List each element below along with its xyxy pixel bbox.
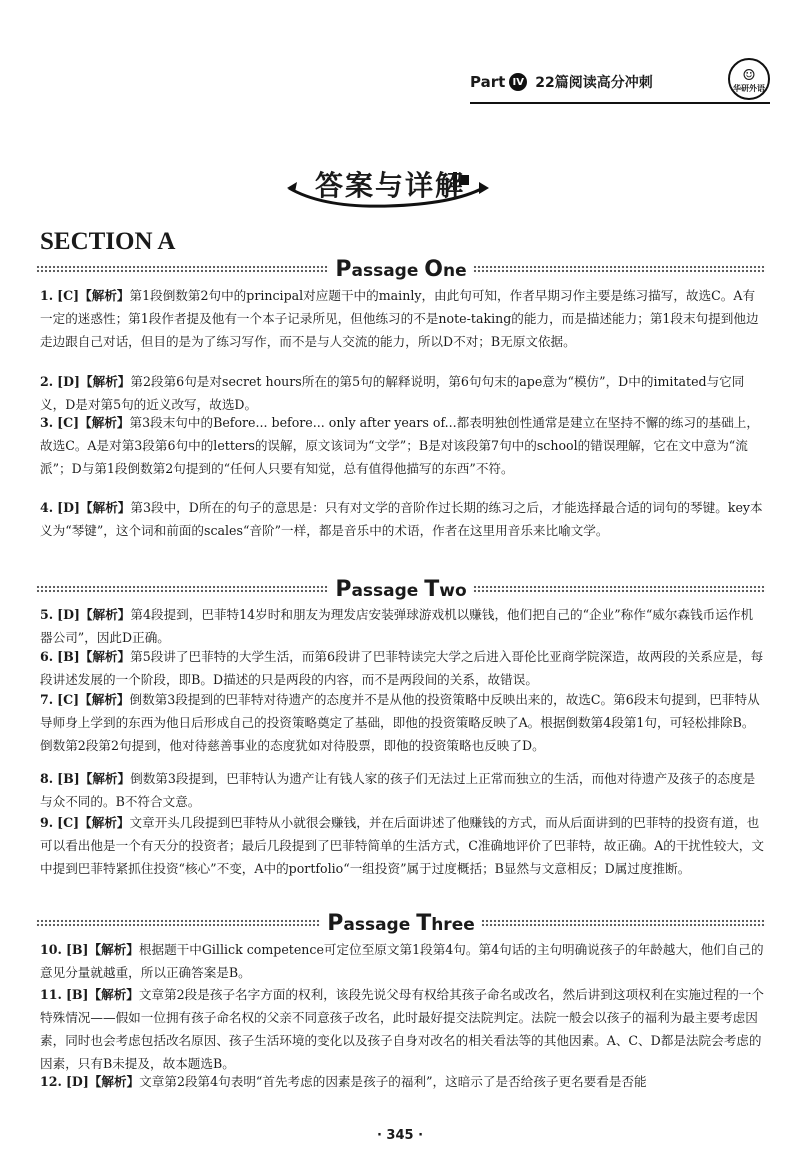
passage-divider-one xyxy=(36,258,766,280)
passage-divider-three xyxy=(36,912,766,934)
answer-item: 1. [C]【解析】第1段倒数第2句中的principal对应题干中的mainly，由此句可知，作者早期习作主要是练习描写，故选C。A有一定的迷惑性；第1段作者提及他有一个本子记录所见，但他练习的不是note-taking的能力，而是描述能力；第1段末句提到他边走边跟自己对话，但目的是为了练习写作，而不是与人交流的能力，所以D不对；B无原文依据。 xyxy=(40,288,759,349)
answer-item: 12. [D]【解析】文章第2段第4句表明“首先考虑的因素是孩子的福利”，这暗示了是否给孩子更名要看是否能 xyxy=(40,1074,647,1089)
answer-item: 10. [B]【解析】根据题干中Gillick competence可定位至原文第1段第4句。第4句话的主句明确说孩子的年龄越大，他们自己的意见分量就越重，所以正确答案是B。 xyxy=(40,942,764,980)
part-label: Part xyxy=(470,73,506,91)
passage-title: Passage Two xyxy=(335,576,467,602)
answer-item: 11. [B]【解析】文章第2段是孩子名字方面的权利，该段先说父母有权给其孩子命名或改名，然后讲到这项权利在实施过程的一个特殊情况——假如一位拥有孩子命名权的父亲不同意孩子改名，此时最好提交法院判定。法院一般会以孩子的福利为最主要考虑因素，同时也会考虑包括改名原因、孩子生活环境的变化以及孩子自身对改名的相关看法等的其他因素。A、C、D都是法院会考虑的因素，只有B未提及，故本题选B。 xyxy=(40,987,764,1071)
page-number: · 345 · xyxy=(376,1128,424,1143)
answer-item: 5. [D]【解析】第4段提到，巴菲特14岁时和朋友为理发店安装弹球游戏机以赚钱，他们把自己的“企业”称作“威尔森钱币运作机器公司”，因此D正确。 xyxy=(40,607,754,645)
answer-item: 6. [B]【解析】第5段讲了巴菲特的大学生活，而第6段讲了巴菲特读完大学之后进入哥伦比亚商学院深造，故两段的关系应是，每段讲述发展的一个阶段，即B。D描述的只是两段的内容，而不是两段间的关系，故错误。 xyxy=(40,649,764,687)
header-title: 22篇阅读高分冲刺 xyxy=(535,75,653,91)
answer-item: 3. [C]【解析】第3段末句中的Before... before... only after years of...都表明独创性通常是建立在坚持不懈的练习的基础上，故选C。A是对第3段第6句中的letters的误解，原文该词为“文学”；B是对该段第7句中的school的错误理解，它在文中意为“流派”；D与第1段倒数第2句提到的“任何人只要有知觉，总有值得他描写的东西”不符。 xyxy=(40,415,759,476)
answer-item: 8. [B]【解析】倒数第3段提到，巴菲特认为遗产让有钱人家的孩子们无法过上正常而独立的生活，而他对待遗产及孩子的态度是与众不同的。B不符合文意。 xyxy=(40,771,756,809)
publisher-logo xyxy=(728,58,770,100)
answer-item: 2. [D]【解析】第2段第6句是对secret hours所在的第5句的解释说明，第6句句末的ape意为“模仿”，D中的imitated与它同义，D是对第5句的近义改写，故选D。 xyxy=(40,374,745,412)
answer-item: 4. [D]【解析】第3段中，D所在的句子的意思是：只有对文学的音阶作过长期的练习之后，才能选择最合适的词句的琴键。key本义为“琴键”，这个词和前面的scales“音阶”一样，都是音乐中的术语，作者在这里用音乐来比喻文学。 xyxy=(40,500,763,538)
part-number-badge: IV xyxy=(509,73,527,91)
logo-text: 华研外语 xyxy=(733,84,765,93)
passage-title: Passage One xyxy=(335,256,467,282)
section-title: SECTION A xyxy=(40,228,176,255)
running-header xyxy=(470,62,770,104)
banner-title: 答案与详解 xyxy=(315,169,466,202)
passage-divider-two xyxy=(36,578,766,600)
answer-item: 9. [C]【解析】文章开头几段提到巴菲特从小就很会赚钱，并在后面讲述了他赚钱的方式，而从后面讲到的巴菲特的投资有道，也可以看出他是一个有天分的投资者；最后几段提到了巴菲特简单的生活方式，C准确地评价了巴菲特，故正确。A的干扰性较大，文中提到巴菲特紧抓住投资“核心”不变，A中的portfolio“一组投资”属于过度概括；B显然与文意相反；D属过度推断。 xyxy=(40,815,764,876)
frog-mascot-icon: ☺ xyxy=(742,66,756,84)
passage-title: Passage Three xyxy=(327,910,475,936)
answer-item: 7. [C]【解析】倒数第3段提到的巴菲特对待遗产的态度并不是从他的投资策略中反映出来的，故选C。第6段末句提到，巴菲特从导师身上学到的东西为他日后形成自己的投资策略奠定了基础，即他的投资策略反映了A。根据倒数第4段第1句，可轻松排除B。倒数第2段第2句提到，他对待慈善事业的态度犹如对待股票，即他的投资策略也反映了D。 xyxy=(40,692,760,753)
answers-banner xyxy=(283,158,493,210)
